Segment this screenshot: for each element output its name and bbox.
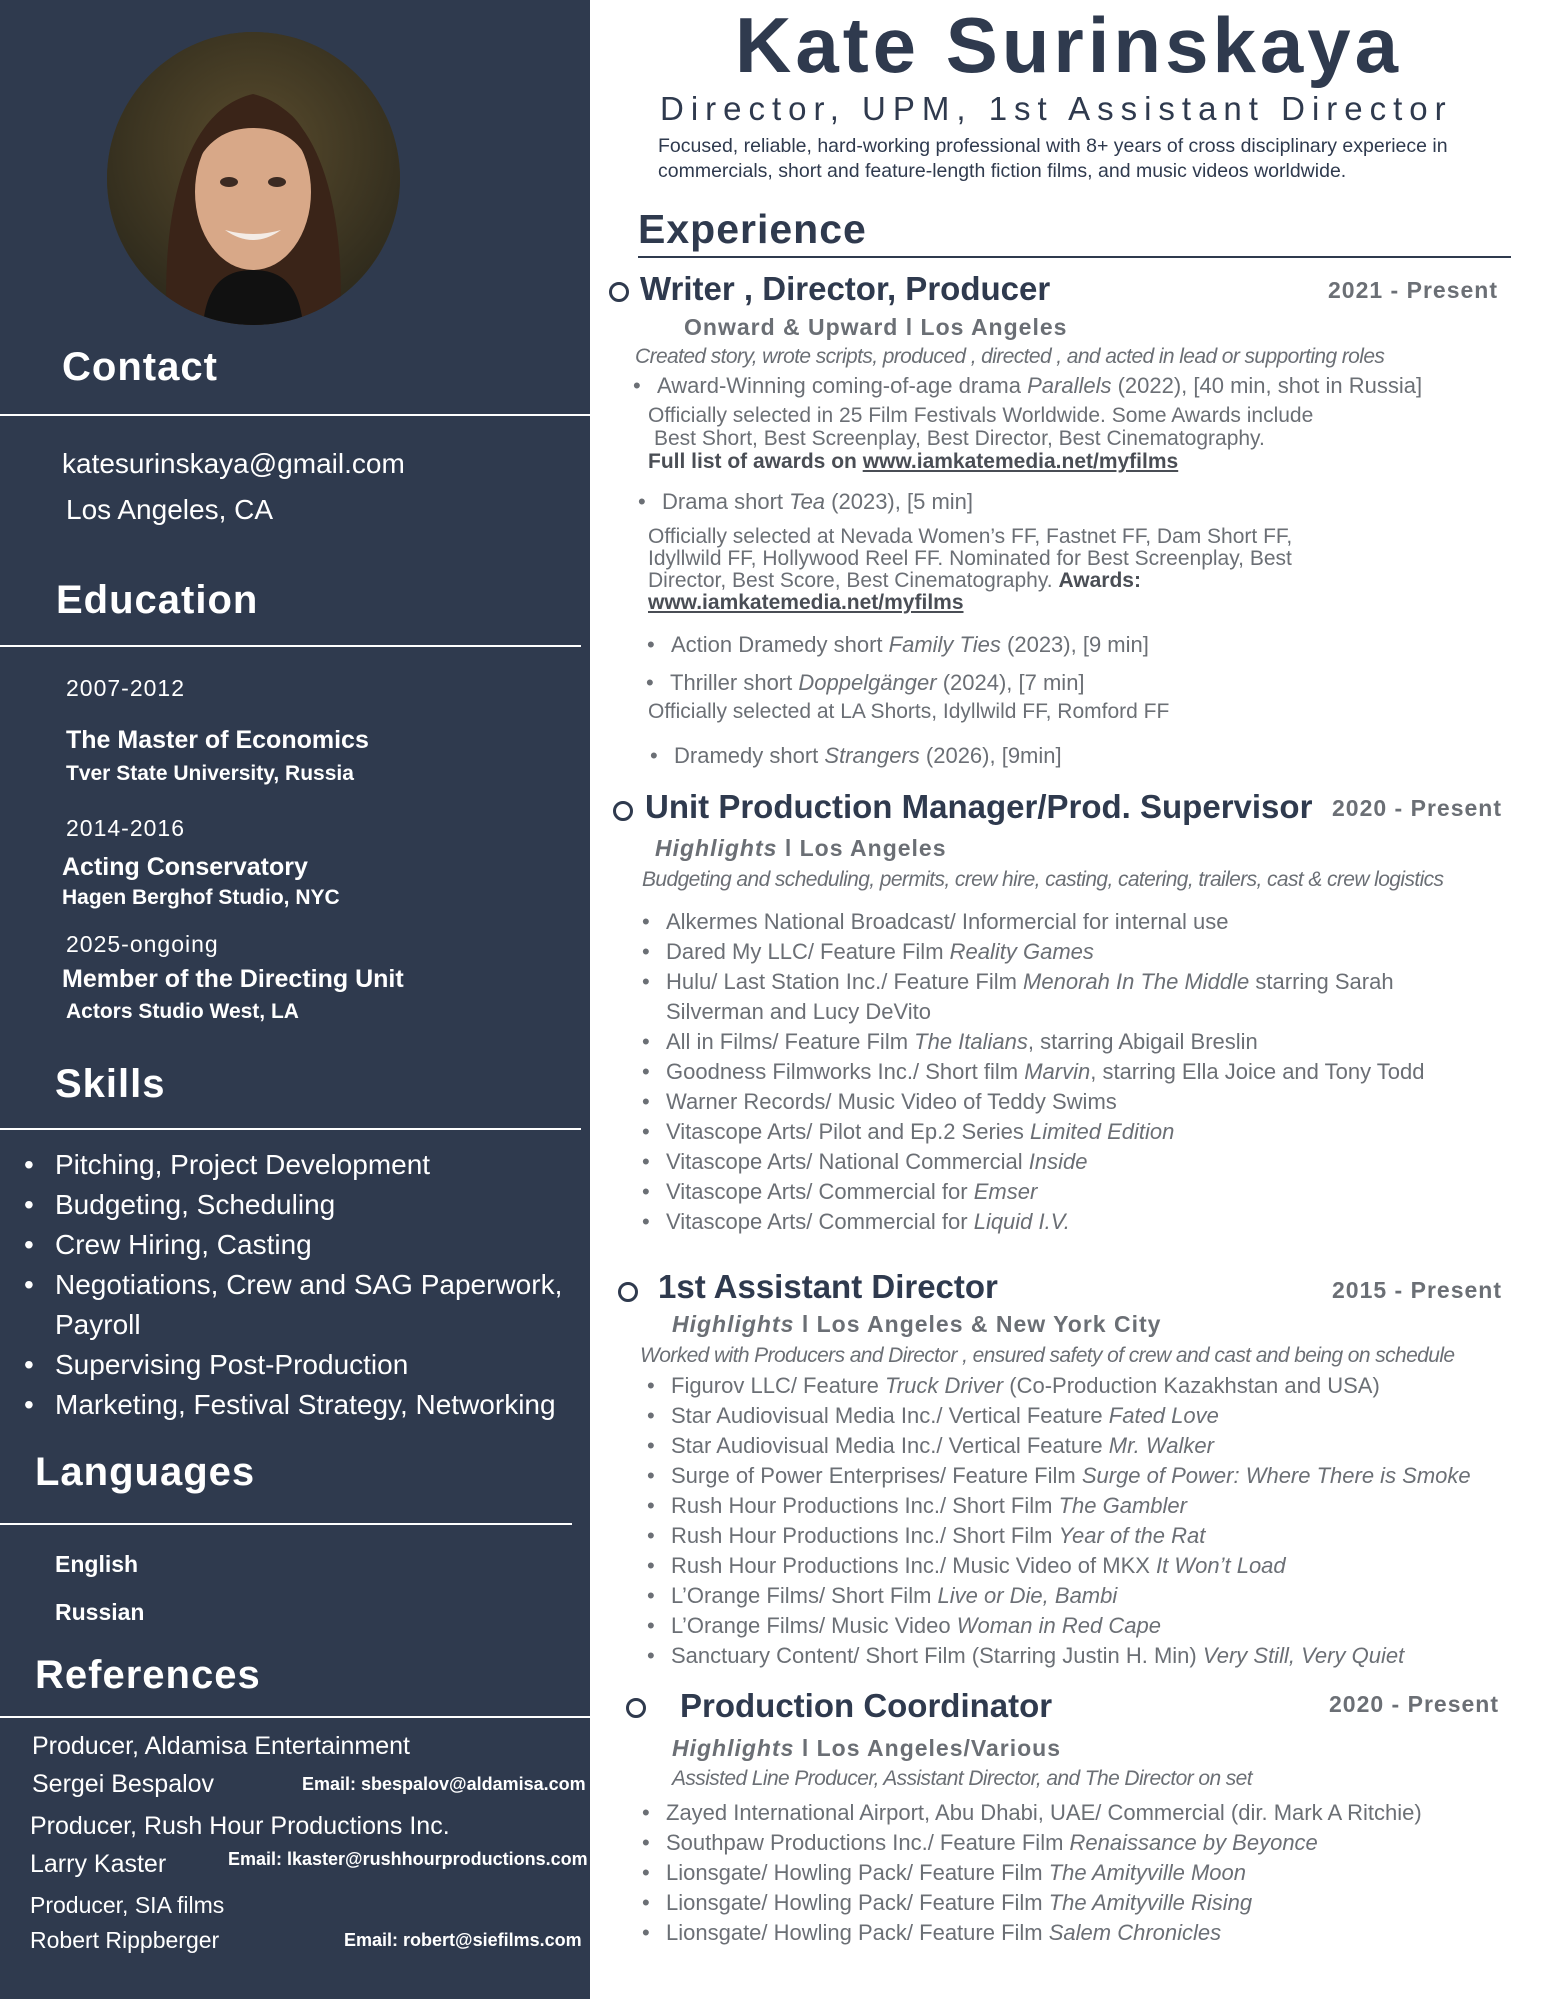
main-content: [590, 0, 1545, 1999]
project-item: • Alkermes National Broadcast/ Informercial for internal use: [642, 909, 1228, 935]
skills-divider: [0, 1128, 581, 1130]
reference-email[interactable]: Email: sbespalov@aldamisa.com: [302, 1774, 586, 1794]
languages-heading: Languages: [35, 1450, 256, 1494]
job-dates: 2021 - Present: [1328, 277, 1498, 303]
project-item: • Hulu/ Last Station Inc./ Feature Film Menorah In The Middle starring Sarah: [642, 969, 1394, 995]
education-degree: The Master of Economics: [66, 726, 369, 754]
project-item: • L’Orange Films/ Music Video Woman in Red Cape: [647, 1613, 1161, 1639]
profile-photo: [107, 32, 400, 325]
contact-email[interactable]: katesurinskaya@gmail.com: [62, 448, 405, 479]
language-item: English: [55, 1551, 139, 1577]
person-name: Kate Surinskaya: [735, 1, 1402, 89]
education-school: Tver State University, Russia: [66, 762, 354, 785]
job-company: Highlights l Los Angeles/Various: [672, 1735, 1061, 1761]
job-dates: 2020 - Present: [1329, 1691, 1499, 1717]
reference-email[interactable]: Email: robert@siefilms.com: [344, 1930, 582, 1950]
project-item: • Vitascope Arts/ Commercial for Liquid I.V.: [642, 1209, 1070, 1235]
timeline-marker-icon: [609, 282, 629, 302]
job-title: Production Coordinator: [680, 1687, 1053, 1724]
portrait-image: [107, 32, 400, 325]
education-divider: [0, 645, 581, 647]
job-title: Unit Production Manager/Prod. Supervisor: [645, 788, 1313, 825]
language-item: Russian: [55, 1599, 145, 1625]
contact-divider: [0, 414, 590, 416]
project-item: • Rush Hour Productions Inc./ Music Video of MKX It Won’t Load: [647, 1553, 1286, 1579]
reference-title: Producer, Rush Hour Productions Inc.: [30, 1812, 450, 1840]
timeline-marker-icon: [613, 801, 633, 821]
project-item: • Vitascope Arts/ Pilot and Ep.2 Series Limited Edition: [642, 1119, 1174, 1145]
project-item: • Star Audiovisual Media Inc./ Vertical Feature Fated Love: [647, 1403, 1219, 1429]
reference-email[interactable]: Email: lkaster@rushhourproductions.com: [228, 1849, 588, 1869]
experience-divider: [638, 256, 1511, 258]
job-company: Highlights l Los Angeles & New York City: [672, 1311, 1162, 1337]
project-item: • Southpaw Productions Inc./ Feature Film Renaissance by Beyonce: [642, 1830, 1318, 1856]
contact-location: Los Angeles, CA: [66, 494, 274, 525]
education-degree: Member of the Directing Unit: [62, 965, 404, 993]
project-item: • Goodness Filmworks Inc./ Short film Marvin, starring Ella Joice and Tony Todd: [642, 1059, 1425, 1085]
reference-title: Producer, Aldamisa Entertainment: [32, 1732, 410, 1760]
job-dates: 2015 - Present: [1332, 1277, 1502, 1303]
project-item: • L’Orange Films/ Short Film Live or Die, Bambi: [647, 1583, 1117, 1609]
education-heading: Education: [56, 578, 259, 622]
education-years: 2014-2016: [66, 815, 185, 841]
skills-heading: Skills: [55, 1062, 166, 1106]
project-item: • Surge of Power Enterprises/ Feature Film Surge of Power: Where There is Smoke: [647, 1463, 1471, 1489]
films-link[interactable]: www.iamkatemedia.net/myfilms: [862, 450, 1179, 473]
project-item: • Award-Winning coming-of-age drama Parallels (2022), [40 min, shot in Russia]: [633, 373, 1422, 399]
skill-item: • Marketing, Festival Strategy, Networking: [24, 1385, 562, 1425]
project-item: • Vitascope Arts/ Commercial for Emser: [642, 1179, 1037, 1205]
films-link[interactable]: www.iamkatemedia.net/myfilms: [648, 591, 964, 614]
education-school: Hagen Berghof Studio, NYC: [62, 886, 340, 909]
project-item: • Star Audiovisual Media Inc./ Vertical Feature Mr. Walker: [647, 1433, 1214, 1459]
education-years: 2007-2012: [66, 675, 185, 701]
job-description: Assisted Line Producer, Assistant Director, and The Director on set: [672, 1767, 1252, 1790]
timeline-marker-icon: [618, 1282, 638, 1302]
languages-divider: [0, 1523, 572, 1525]
job-title: 1st Assistant Director: [658, 1268, 998, 1305]
timeline-marker-icon: [626, 1698, 646, 1718]
job-dates: 2020 - Present: [1332, 795, 1502, 821]
experience-heading: Experience: [638, 206, 867, 252]
skill-item: • Crew Hiring, Casting: [24, 1225, 562, 1265]
project-item: • Lionsgate/ Howling Pack/ Feature Film The Amityville Moon: [642, 1860, 1246, 1886]
sidebar: [0, 0, 590, 1999]
summary: Focused, reliable, hard-working professional with 8+ years of cross disciplinary experiece in commercials, short and feature-length fiction films, and music videos worldwide.: [658, 135, 1448, 182]
reference-title: Producer, SIA films: [30, 1892, 225, 1918]
project-item: • Action Dramedy short Family Ties (2023), [9 min]: [647, 632, 1149, 658]
skill-item: • Pitching, Project Development: [24, 1145, 562, 1185]
references-heading: References: [35, 1653, 261, 1697]
skill-item-continued: Payroll: [55, 1309, 141, 1340]
project-item: • Lionsgate/ Howling Pack/ Feature Film Salem Chronicles: [642, 1920, 1221, 1946]
reference-name: Sergei Bespalov: [32, 1770, 215, 1798]
project-item-continued: Silverman and Lucy DeVito: [666, 999, 931, 1024]
project-item: • Dared My LLC/ Feature Film Reality Games: [642, 939, 1094, 965]
project-note: Officially selected in 25 Film Festivals Worldwide. Some Awards include Best Short, Best Screenplay, Best Director, Best Cinematography. Full list of awards on www.iamkatemedia.net/myfilms: [648, 404, 1314, 473]
project-item: • All in Films/ Feature Film The Italians, starring Abigail Breslin: [642, 1029, 1258, 1055]
education-school: Actors Studio West, LA: [66, 1000, 299, 1023]
project-item: • Rush Hour Productions Inc./ Short Film The Gambler: [647, 1493, 1187, 1519]
skill-item: • Budgeting, Scheduling: [24, 1185, 562, 1225]
education-years: 2025-ongoing: [66, 931, 219, 957]
project-item: • Dramedy short Strangers (2026), [9min]: [650, 743, 1062, 769]
project-item: • Thriller short Doppelgänger (2024), [7 min]: [646, 670, 1085, 696]
job-company: Onward & Upward l Los Angeles: [684, 314, 1068, 340]
job-description: Worked with Producers and Director , ensured safety of crew and cast and being on schedule: [640, 1344, 1455, 1367]
skills-list: [24, 1145, 562, 1425]
project-item: • Rush Hour Productions Inc./ Short Film Year of the Rat: [647, 1523, 1205, 1549]
project-note: Officially selected at LA Shorts, Idyllwild FF, Romford FF: [648, 700, 1170, 723]
job-company: Highlights l Los Angeles: [655, 835, 947, 861]
project-note: Officially selected at Nevada Women’s FF, Fastnet FF, Dam Short FF, Idyllwild FF, Hollywood Reel FF. Nominated for Best Screenplay, Best Director, Best Score, Best Cinematography. Awards: www.iamkatemedia.net/myfilms: [648, 525, 1293, 614]
professional-title: Director, UPM, 1st Assistant Director: [660, 90, 1453, 127]
skill-item: • Supervising Post-Production: [24, 1345, 562, 1385]
skill-item: • Negotiations, Crew and SAG Paperwork,: [24, 1265, 562, 1305]
project-item: • Figurov LLC/ Feature Truck Driver (Co-Production Kazakhstan and USA): [647, 1373, 1380, 1399]
project-item: • Lionsgate/ Howling Pack/ Feature Film The Amityville Rising: [642, 1890, 1252, 1916]
project-item: • Drama short Tea (2023), [5 min]: [638, 489, 973, 515]
project-item: • Warner Records/ Music Video of Teddy Swims: [642, 1089, 1117, 1115]
project-item: • Sanctuary Content/ Short Film (Starring Justin H. Min) Very Still, Very Quiet: [647, 1643, 1404, 1669]
reference-name: Larry Kaster: [30, 1850, 167, 1878]
job-description: Budgeting and scheduling, permits, crew hire, casting, catering, trailers, cast & crew logistics: [642, 868, 1444, 891]
job-title: Writer , Director, Producer: [640, 270, 1051, 307]
job-description: Created story, wrote scripts, produced , directed , and acted in lead or supporting roles: [635, 345, 1385, 368]
project-item: • Zayed International Airport, Abu Dhabi, UAE/ Commercial (dir. Mark A Ritchie): [642, 1800, 1422, 1826]
reference-name: Robert Rippberger: [30, 1927, 220, 1953]
project-item: • Vitascope Arts/ National Commercial Inside: [642, 1149, 1087, 1175]
education-degree: Acting Conservatory: [62, 853, 308, 881]
references-divider: [0, 1716, 590, 1718]
contact-heading: Contact: [62, 345, 218, 389]
